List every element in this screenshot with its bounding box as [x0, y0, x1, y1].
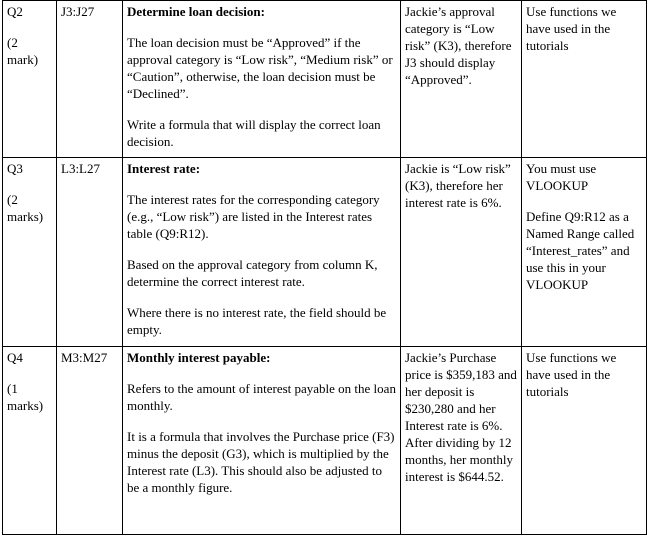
assignment-table	[2, 0, 647, 535]
task-title: Determine loan decision:	[127, 4, 265, 19]
example-text: Jackie’s approval category is “Low risk” (K3), therefore J3 should display “Approved”.	[405, 4, 512, 87]
task-description: The loan decision must be “Approved” if the approval category is “Low risk”, “Medium risk” or “Caution”, otherwise, the loan decision must be “Declined”.	[127, 35, 393, 101]
question-marks: (1 marks)	[7, 381, 44, 413]
range-cell	[57, 347, 123, 535]
cell-range: L3:L27	[61, 161, 100, 176]
example-cell	[401, 1, 522, 158]
task-description: It is a formula that involves the Purchase price (F3) minus the deposit (G3), which is multiplied by the Interest rate (L3). This should also be adjusted to be a monthly figure.	[127, 429, 395, 495]
hint-text: You must use VLOOKUP	[526, 161, 597, 193]
table-row-q4	[3, 347, 647, 535]
question-number: Q3	[7, 161, 23, 176]
example-cell	[401, 347, 522, 535]
cell-range: M3:M27	[61, 350, 108, 365]
example-text: Jackie’s Purchase price is $359,183 and her deposit is $230,280 and her Interest rate is 6%. After dividing by 12 months, her monthly interest is $644.52.	[405, 350, 517, 484]
question-marks: (2 marks)	[7, 192, 44, 224]
table-row-q2	[3, 1, 647, 158]
cell-range: J3:J27	[61, 4, 95, 19]
hint-cell	[522, 1, 647, 158]
task-description: Where there is no interest rate, the field should be empty.	[127, 305, 387, 337]
hint-text: Use functions we have used in the tutorials	[526, 4, 617, 53]
hint-text: Define Q9:R12 as a Named Range called “Interest_rates” and use this in your VLOOKUP	[526, 209, 635, 292]
hint-text: Use functions we have used in the tutorials	[526, 350, 617, 399]
question-marks: (2 mark)	[7, 35, 39, 67]
task-title: Monthly interest payable:	[127, 350, 271, 365]
task-description: Write a formula that will display the correct loan decision.	[127, 117, 381, 149]
hint-cell	[522, 158, 647, 347]
question-cell	[3, 347, 57, 535]
range-cell	[57, 1, 123, 158]
question-number: Q2	[7, 4, 23, 19]
task-title: Interest rate:	[127, 161, 201, 176]
example-text: Jackie is “Low risk” (K3), therefore her interest rate is 6%.	[405, 161, 511, 210]
description-cell	[123, 158, 401, 347]
table-row-q3	[3, 158, 647, 347]
task-description: Refers to the amount of interest payable on the loan monthly.	[127, 381, 396, 413]
range-cell	[57, 158, 123, 347]
task-description: The interest rates for the corresponding category (e.g., “Low risk”) are listed in the Interest rates table (Q9:R12).	[127, 192, 380, 241]
question-number: Q4	[7, 350, 23, 365]
example-cell	[401, 158, 522, 347]
task-description: Based on the approval category from column K, determine the correct interest rate.	[127, 257, 378, 289]
description-cell	[123, 347, 401, 535]
hint-cell	[522, 347, 647, 535]
description-cell	[123, 1, 401, 158]
question-cell	[3, 158, 57, 347]
question-cell	[3, 1, 57, 158]
